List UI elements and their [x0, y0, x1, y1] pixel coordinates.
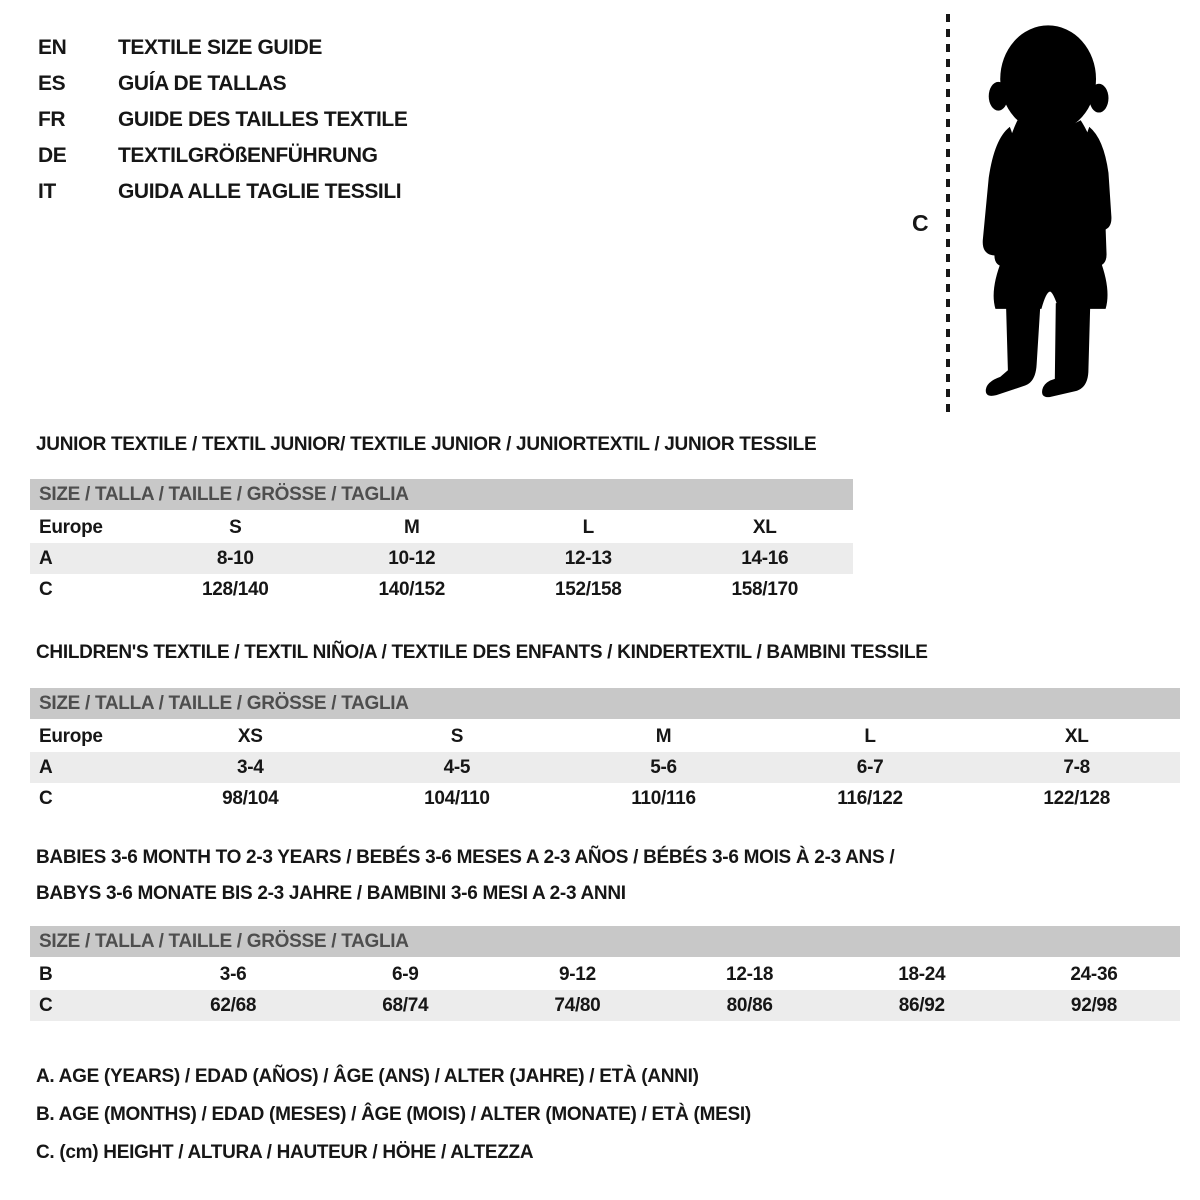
cell-value: 5-6 — [650, 756, 677, 778]
language-row — [38, 66, 407, 102]
cell-value: 140/152 — [378, 578, 446, 600]
language-code: DE — [38, 144, 67, 167]
cell-value: 98/104 — [222, 787, 279, 809]
children-table-header: SIZE / TALLA / TAILLE / GRÖSSE / TAGLIA — [30, 688, 1180, 719]
children-section-title: CHILDREN'S TEXTILE / TEXTIL NIÑO/A / TEXTILE DES ENFANTS / KINDERTEXTIL / BAMBINI TESSILE — [36, 642, 928, 663]
cell-value: 86/92 — [898, 994, 945, 1016]
cell-value: 128/140 — [201, 578, 269, 600]
height-measure-label: C — [912, 210, 929, 236]
cell-value: 3-4 — [237, 756, 264, 778]
babies-section-title-line2: BABYS 3-6 MONATE BIS 2-3 JAHRE / BAMBINI 3-6 MESI A 2-3 ANNI — [36, 883, 626, 904]
row-label: A — [39, 547, 53, 569]
table-row-a — [30, 752, 1180, 783]
table-row-b — [30, 959, 1180, 990]
row-label: C — [39, 787, 53, 809]
cell-value: 110/116 — [631, 787, 696, 809]
cell-value: S — [229, 516, 242, 538]
cell-value: 9-12 — [559, 963, 596, 985]
babies-section-title-line1: BABIES 3-6 MONTH TO 2-3 YEARS / BEBÉS 3-6 MESES A 2-3 AÑOS / BÉBÉS 3-6 MOIS À 2-3 ANS / — [36, 847, 895, 868]
cell-value: 10-12 — [388, 547, 436, 569]
cell-value: 74/80 — [554, 994, 601, 1016]
language-title: GUIDA ALLE TAGLIE TESSILI — [118, 180, 402, 203]
cell-value: 12-13 — [564, 547, 612, 569]
table-row-a — [30, 543, 853, 574]
cell-value: 6-9 — [391, 963, 419, 985]
babies-size-table — [30, 926, 1180, 1021]
language-row — [38, 138, 407, 174]
cell-value: S — [450, 725, 464, 747]
language-title: GUÍA DE TALLAS — [118, 72, 287, 95]
cell-value: XL — [1064, 725, 1089, 747]
cell-value: L — [582, 516, 594, 538]
cell-value: 14-16 — [741, 547, 789, 569]
junior-section-title: JUNIOR TEXTILE / TEXTIL JUNIOR/ TEXTILE JUNIOR / JUNIORTEXTIL / JUNIOR TESSILE — [36, 434, 817, 455]
language-code: FR — [38, 108, 66, 131]
height-measure-dashed-line — [946, 14, 950, 418]
junior-size-table — [30, 479, 853, 605]
language-code: IT — [38, 180, 56, 203]
language-row — [38, 30, 407, 66]
footnote-line: A. AGE (YEARS) / EDAD (AÑOS) / ÂGE (ANS) / ALTER (JAHRE) / ETÀ (ANNI) — [36, 1066, 699, 1087]
language-title: GUIDE DES TAILLES TEXTILE — [118, 108, 408, 131]
babies-table-header: SIZE / TALLA / TAILLE / GRÖSSE / TAGLIA — [30, 926, 1180, 957]
table-row-c — [30, 783, 1180, 814]
junior-table-header: SIZE / TALLA / TAILLE / GRÖSSE / TAGLIA — [30, 479, 853, 510]
row-label: B — [39, 963, 53, 985]
language-row — [38, 174, 407, 210]
cell-value: 6-7 — [856, 756, 884, 778]
toddler-silhouette-icon — [960, 12, 1142, 420]
footnote-line: B. AGE (MONTHS) / EDAD (MESES) / ÂGE (MOIS) / ALTER (MONATE) / ETÀ (MESI) — [36, 1104, 751, 1125]
language-guide-list — [38, 30, 407, 210]
table-row-europe — [30, 512, 853, 543]
cell-value: 158/170 — [731, 578, 799, 600]
cell-value: 18-24 — [898, 963, 946, 985]
language-title: TEXTILGRÖßENFÜHRUNG — [118, 144, 378, 167]
cell-value: 24-36 — [1070, 963, 1118, 985]
cell-value: 68/74 — [382, 994, 429, 1016]
language-title: TEXTILE SIZE GUIDE — [118, 36, 322, 59]
row-label: Europe — [39, 516, 103, 538]
cell-value: 7-8 — [1063, 756, 1090, 778]
cell-value: M — [655, 725, 672, 747]
row-label: Europe — [39, 725, 103, 747]
cell-value: L — [864, 725, 876, 747]
cell-value: 104/110 — [424, 787, 490, 809]
cell-value: 3-6 — [219, 963, 247, 985]
cell-value: 8-10 — [216, 547, 254, 569]
table-row-europe — [30, 721, 1180, 752]
children-size-table — [30, 688, 1180, 814]
cell-value: 122/128 — [1043, 787, 1110, 809]
cell-value: 116/122 — [837, 787, 903, 809]
language-row — [38, 102, 407, 138]
cell-value: 12-18 — [726, 963, 774, 985]
measurement-footnotes — [36, 1066, 751, 1180]
row-label: C — [39, 578, 53, 600]
language-code: EN — [38, 36, 67, 59]
table-row-c — [30, 990, 1180, 1021]
cell-value: 4-5 — [443, 756, 471, 778]
row-label: A — [39, 756, 53, 778]
cell-value: 152/158 — [554, 578, 622, 600]
cell-value: M — [403, 516, 420, 538]
cell-value: 92/98 — [1070, 994, 1117, 1016]
cell-value: XS — [237, 725, 263, 747]
language-code: ES — [38, 72, 66, 95]
cell-value: 62/68 — [210, 994, 257, 1016]
table-row-c — [30, 574, 853, 605]
cell-value: XL — [752, 516, 777, 538]
footnote-line: C. (cm) HEIGHT / ALTURA / HAUTEUR / HÖHE / ALTEZZA — [36, 1142, 534, 1163]
row-label: C — [39, 994, 53, 1016]
cell-value: 80/86 — [726, 994, 773, 1016]
